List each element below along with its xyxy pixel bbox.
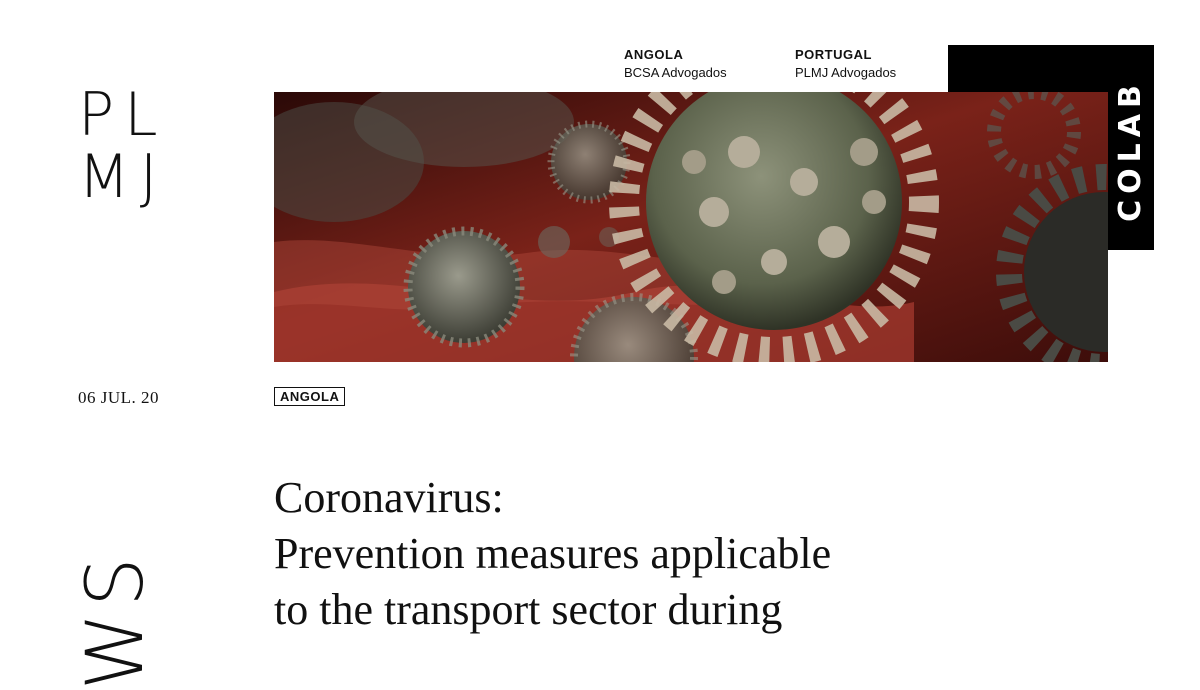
publish-date: 06 JUL. 20 [78,388,160,407]
colab-label-box[interactable] [1108,60,1152,240]
hero-image [274,92,1108,362]
small-virus-1 [408,231,520,343]
country-tag[interactable]: ANGOLA [274,387,345,406]
article-title[interactable] [274,470,1154,638]
title-line: Coronavirus: [274,473,504,522]
title-line: Prevention measures applicable [274,529,832,578]
logo-line-1: PL [78,80,168,150]
partner-country: PORTUGAL [795,47,872,62]
partner-angola [624,46,727,82]
coronavirus-image [274,92,1108,362]
side-vertical-text: WS [71,551,161,690]
partner-portugal [795,46,896,82]
partner-firm: BCSA Advogados [624,65,727,80]
partner-country: ANGOLA [624,47,684,62]
colab-label: COLAB [1112,78,1148,222]
partner-firm: PLMJ Advogados [795,65,897,80]
side-vertical-label [71,470,161,690]
plmj-logo[interactable] [78,80,208,212]
logo-line-2: MJ [78,142,168,212]
title-line: to the transport sector during [274,585,783,634]
